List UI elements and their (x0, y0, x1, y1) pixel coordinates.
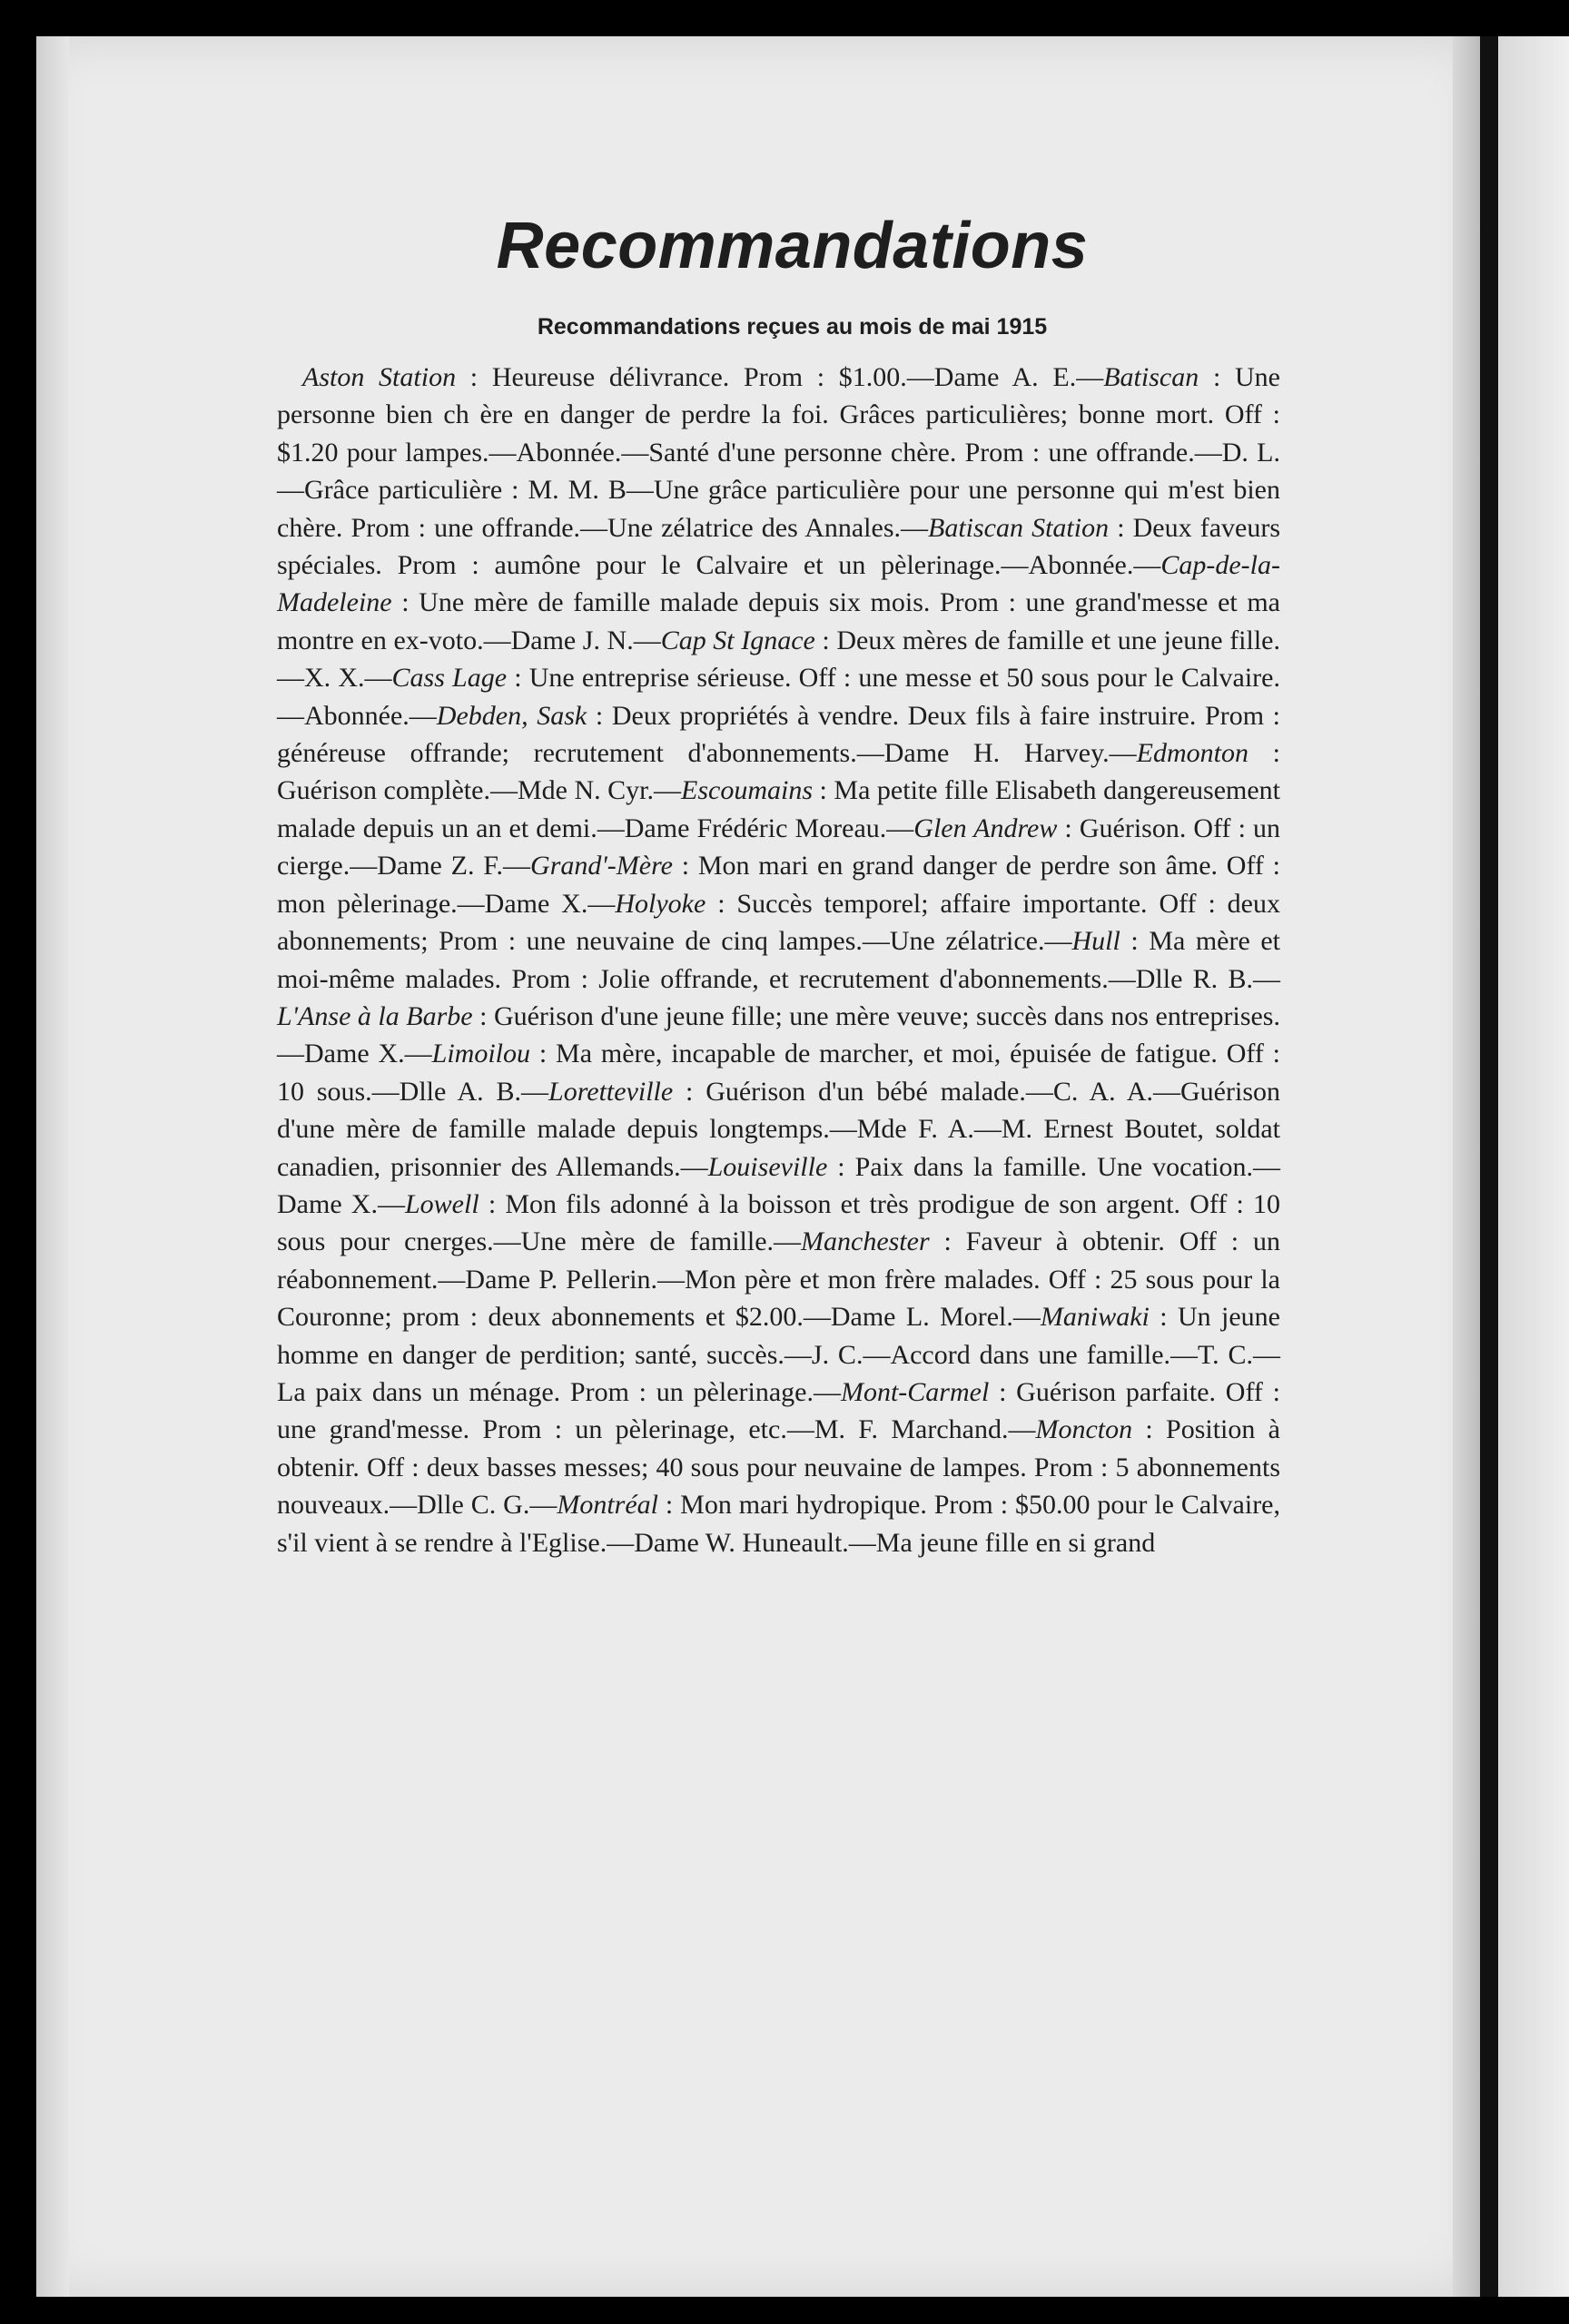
entry-text: : Une personne bien ch ère en danger de perdre la foi. Grâces particulières; bonne mort. Off : $1.20 pour lampes.—Abonnée.—Santé d'une personne chère. Prom : une offrande.—D. L.—Grâce particulière : M. M. B—Une grâce particulière pour une personne qui m'est bien chère. Prom : une offrande.—Une zélatrice des Annales.— (277, 362, 1281, 543)
entry-text: : Mon mari hydropique. Prom : $50.00 pour le Calvaire, s'il vient à se rendre à l'Eglise.—Dame W. Huneault.—Ma jeune fille en si grand (277, 1490, 1280, 1558)
entry-text: : Mon mari en grand danger de perdre son âme. Off : mon pèlerinage.—Dame X.— (277, 851, 1281, 919)
entry-text: : Ma mère, incapable de marcher, et moi, épuisée de fatigue. Off : 10 sous.—Dlle A. B.— (277, 1039, 1280, 1107)
entry-text: : Guérison parfaite. Off : une grand'messe. Prom : un pèlerinage, etc.—M. F. Marchand.— (277, 1376, 1280, 1445)
entry-place: Limoilou (431, 1039, 531, 1069)
entry-place: Batiscan (1103, 362, 1199, 392)
entry-text: : Ma mère et moi-même malades. Prom : Jolie offrande, et recrutement d'abonnements.—Dlle R. B.— (277, 926, 1280, 994)
entry-text: : Mon fils adonné à la boisson et très prodigue de son argent. Off : 10 sous pour cnerges.—Une mère de famille.— (277, 1188, 1280, 1257)
entry-text: : Deux mères de famille et une jeune fille.—X. X.— (277, 625, 1281, 694)
book-spine (1480, 36, 1498, 2297)
entry-place: L'Anse à la Barbe (277, 1000, 473, 1031)
page-content (277, 209, 1280, 1561)
entry-place: Holyoke (615, 888, 706, 919)
entry-text: : Heureuse délivrance. Prom : $1.00.—Dame A. E.— (456, 362, 1104, 392)
entry-place: Cass Lage (391, 663, 508, 694)
entry-place: Aston Station (302, 362, 457, 392)
entry-text: : Succès temporel; affaire importante. Off : deux abonnements; Prom : une neuvaine de cinq lampes.—Une zélatrice.— (277, 888, 1280, 957)
entry-text: : Guérison d'une jeune fille; une mère veuve; succès dans nos entreprises.—Dame X.— (277, 1000, 1280, 1069)
entry-place: Escoumains (681, 775, 814, 806)
recommendations-text (277, 359, 1280, 1561)
entry-place: Cap-de-la-Madeleine (277, 550, 1280, 618)
entry-text: : Position à obtenir. Off : deux basses messes; 40 sous pour neuvaine de lampes. Prom : 5 abonnements nouveaux.—Dlle C. G.— (277, 1414, 1280, 1521)
entry-text: : Paix dans la famille. Une vocation.—Dame X.— (277, 1151, 1280, 1219)
entry-place: Mont-Carmel (840, 1376, 990, 1407)
entry-text: : Ma petite fille Elisabeth dangereusement malade depuis un an et demi.—Dame Frédéric Moreau.— (277, 775, 1280, 843)
entry-place: Manchester (801, 1226, 930, 1257)
entry-text: : Guérison complète.—Mde N. Cyr.— (277, 738, 1280, 806)
entry-place: Loretteville (548, 1076, 674, 1107)
page-binding-shadow (1453, 36, 1480, 2297)
entry-text: : Deux propriétés à vendre. Deux fils à faire instruire. Prom : généreuse offrande; recrutement d'abonnements.—Dame H. Harvey.— (277, 700, 1280, 769)
page-subtitle: Recommandations reçues au mois de mai 1915 (537, 314, 1048, 340)
entry-place: Batiscan Station (928, 512, 1110, 543)
entry-place: Glen Andrew (913, 812, 1058, 843)
entry-text: : Une entreprise sérieuse. Off : une messe et 50 sous pour le Calvaire.—Abonnée.— (277, 663, 1280, 731)
entry-place: Maniwaki (1040, 1302, 1150, 1333)
entry-text: : Un jeune homme en danger de perdition; santé, succès.—J. C.—Accord dans une famille.—T. C.—La paix dans un ménage. Prom : un pèlerinage.— (277, 1302, 1280, 1407)
entry-text: : Guérison. Off : un cierge.—Dame Z. F.— (277, 812, 1280, 881)
entry-place: Lowell (404, 1188, 479, 1219)
entry-place: Moncton (1035, 1414, 1133, 1445)
entry-text: : Une mère de famille malade depuis six mois. Prom : une grand'messe et ma montre en ex-voto.—Dame J. N.— (277, 587, 1280, 655)
page-title: Recommandations (496, 210, 1089, 282)
entry-text: : Deux faveurs spéciales. Prom : aumône pour le Calvaire et un pèlerinage.—Abonnée.— (277, 512, 1280, 581)
entry-place: Louiseville (707, 1151, 828, 1182)
entry-place: Montréal (557, 1490, 658, 1521)
entry-text: : Guérison d'un bébé malade.—C. A. A.—Guérison d'une mère de famille malade depuis longtemps.—Mde F. A.—M. Ernest Boutet, soldat canadien, prisonnier des Allemands.— (277, 1076, 1280, 1182)
entry-place: Cap St Ignace (660, 625, 815, 655)
entry-place: Edmonton (1136, 738, 1248, 769)
entry-place: Grand'-Mère (530, 851, 673, 881)
entry-text: : Faveur à obtenir. Off : un réabonnement.—Dame P. Pellerin.—Mon père et mon frère malades. Off : 25 sous pour la Couronne; prom : deux abonnements et $2.00.—Dame L. Morel.— (277, 1226, 1280, 1333)
entry-place: Hull (1071, 926, 1120, 957)
entry-place: Debden, Sask (436, 700, 587, 731)
page-left-margin-shadow (36, 36, 69, 2297)
facing-page-edge (1498, 36, 1569, 2297)
